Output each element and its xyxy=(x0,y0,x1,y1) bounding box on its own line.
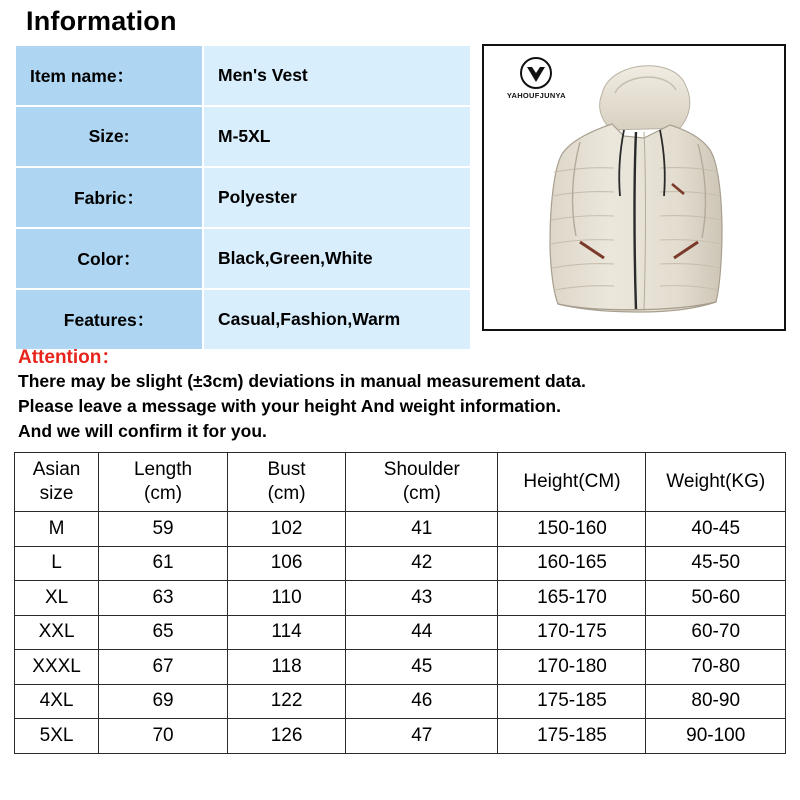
cell-bust: 106 xyxy=(227,546,345,581)
attention-line-1: There may be slight (±3cm) deviations in manual measurement data. xyxy=(18,371,586,391)
cell-shoulder: 43 xyxy=(346,581,498,616)
cell-size: L xyxy=(15,546,99,581)
info-label: Fabric： xyxy=(15,167,203,228)
info-label: Features： xyxy=(15,289,203,350)
table-row xyxy=(15,289,471,350)
cell-length: 61 xyxy=(99,546,228,581)
info-section xyxy=(14,44,786,334)
table-row xyxy=(15,546,786,581)
cell-weight: 70-80 xyxy=(646,650,786,685)
cell-weight: 40-45 xyxy=(646,512,786,547)
cell-size: XXXL xyxy=(15,650,99,685)
table-header-row xyxy=(15,453,786,512)
info-label: Color： xyxy=(15,228,203,289)
table-row xyxy=(15,684,786,719)
cell-size: 5XL xyxy=(15,719,99,754)
table-row xyxy=(15,512,786,547)
table-row xyxy=(15,106,471,167)
table-row xyxy=(15,615,786,650)
column-header-shoulder xyxy=(346,453,498,512)
attention-line-3: And we will confirm it for you. xyxy=(18,421,267,441)
cell-bust: 114 xyxy=(227,615,345,650)
cell-shoulder: 45 xyxy=(346,650,498,685)
info-table xyxy=(14,44,472,351)
cell-weight: 80-90 xyxy=(646,684,786,719)
cell-size: 4XL xyxy=(15,684,99,719)
cell-size: XXL xyxy=(15,615,99,650)
cell-height: 150-160 xyxy=(498,512,646,547)
cell-bust: 102 xyxy=(227,512,345,547)
cell-bust: 110 xyxy=(227,581,345,616)
cell-weight: 90-100 xyxy=(646,719,786,754)
header-line-1: Asian xyxy=(32,459,81,480)
table-row xyxy=(15,228,471,289)
cell-shoulder: 47 xyxy=(346,719,498,754)
attention-title: Attention： xyxy=(18,347,121,368)
cell-size: XL xyxy=(15,581,99,616)
cell-length: 69 xyxy=(99,684,228,719)
header-line-2: (cm) xyxy=(402,483,441,504)
size-chart-table xyxy=(14,452,786,754)
cell-height: 175-185 xyxy=(498,684,646,719)
product-image xyxy=(482,44,786,331)
header-line-1: Bust xyxy=(267,459,306,480)
cell-shoulder: 46 xyxy=(346,684,498,719)
cell-shoulder: 44 xyxy=(346,615,498,650)
header-line-1: Length xyxy=(133,459,193,480)
cell-length: 70 xyxy=(99,719,228,754)
header-line-1: Shoulder xyxy=(383,459,460,480)
info-value: Men's Vest xyxy=(203,45,471,106)
column-header-height: Height(CM) xyxy=(498,453,646,512)
table-row xyxy=(15,167,471,228)
table-row xyxy=(15,581,786,616)
cell-shoulder: 41 xyxy=(346,512,498,547)
brand-logo xyxy=(500,56,572,100)
cell-length: 63 xyxy=(99,581,228,616)
cell-height: 175-185 xyxy=(498,719,646,754)
info-value: Polyester xyxy=(203,167,471,228)
cell-bust: 118 xyxy=(227,650,345,685)
table-row xyxy=(15,719,786,754)
column-header-asian-size xyxy=(15,453,99,512)
cell-bust: 126 xyxy=(227,719,345,754)
cell-weight: 60-70 xyxy=(646,615,786,650)
header-line-2: size xyxy=(39,483,74,504)
column-header-length xyxy=(99,453,228,512)
cell-weight: 45-50 xyxy=(646,546,786,581)
table-row xyxy=(15,650,786,685)
brand-name: YAHOUFJUNYA xyxy=(506,91,566,100)
table-row xyxy=(15,45,471,106)
cell-bust: 122 xyxy=(227,684,345,719)
info-label: Size: xyxy=(15,106,203,167)
column-header-weight: Weight(KG) xyxy=(646,453,786,512)
cell-weight: 50-60 xyxy=(646,581,786,616)
info-value: Black,Green,White xyxy=(203,228,471,289)
cell-shoulder: 42 xyxy=(346,546,498,581)
cell-length: 59 xyxy=(99,512,228,547)
info-label: Item name： xyxy=(15,45,203,106)
cell-height: 160-165 xyxy=(498,546,646,581)
page-title: Information xyxy=(26,6,177,36)
info-value: M-5XL xyxy=(203,106,471,167)
cell-height: 170-175 xyxy=(498,615,646,650)
cell-height: 170-180 xyxy=(498,650,646,685)
attention-line-2: Please leave a message with your height And weight information. xyxy=(18,396,561,416)
logo-mark-icon xyxy=(519,56,553,90)
header-line-2: (cm) xyxy=(267,483,306,504)
column-header-bust xyxy=(227,453,345,512)
header-line-2: (cm) xyxy=(144,483,183,504)
cell-length: 67 xyxy=(99,650,228,685)
cell-size: M xyxy=(15,512,99,547)
cell-length: 65 xyxy=(99,615,228,650)
info-value: Casual,Fashion,Warm xyxy=(203,289,471,350)
cell-height: 165-170 xyxy=(498,581,646,616)
